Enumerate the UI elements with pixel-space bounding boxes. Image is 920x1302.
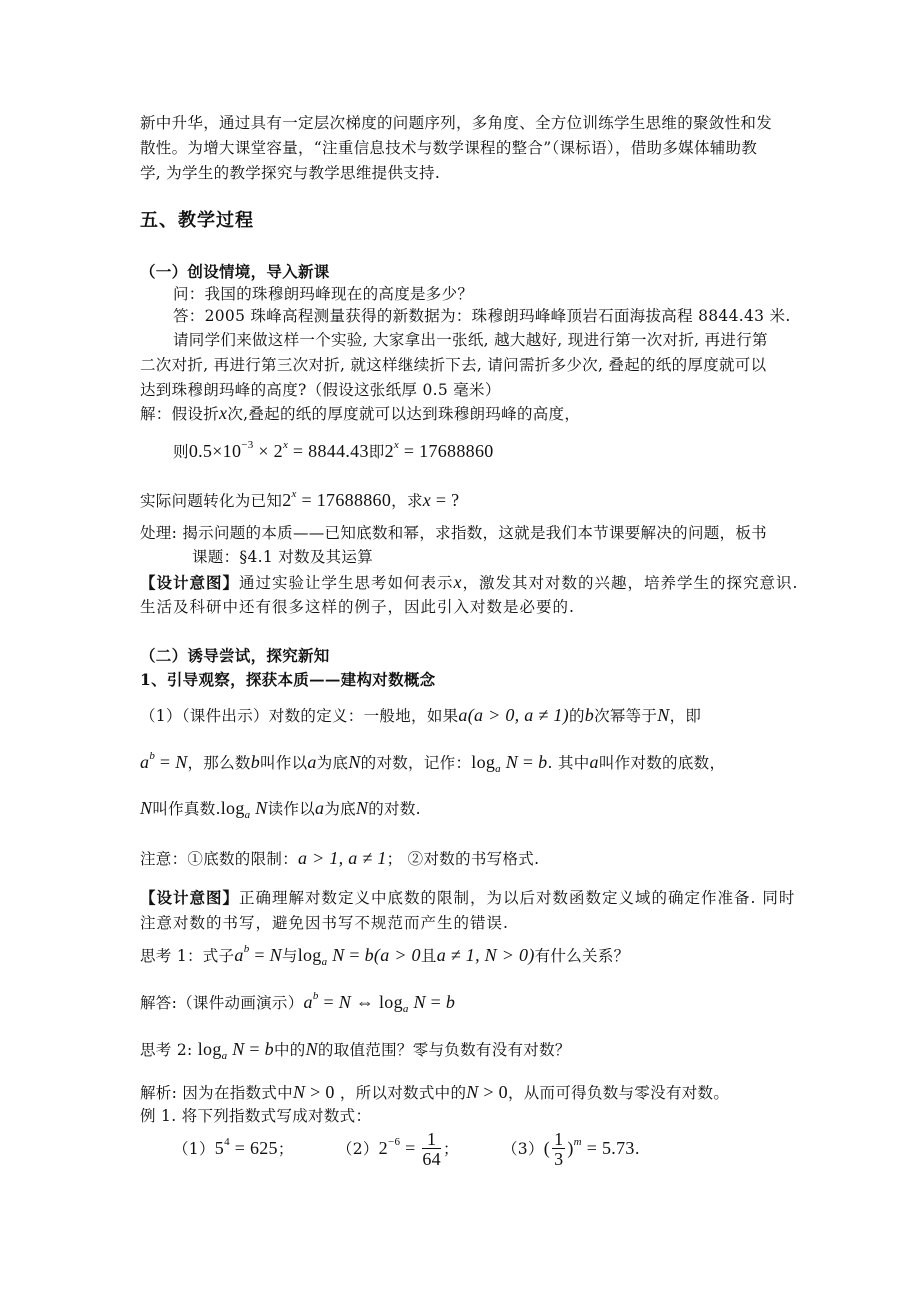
example-item-2: $(2)2^{-6}$ = $\frac{1}{64}$ ； — [336, 1129, 459, 1170]
solution-line: 解：假设折x次,叠起的纸的厚度就可以达到珠穆朗玛峰的高度， — [140, 403, 581, 423]
design-intent-2-line-2: 注意对数的书写，避免因书写不规范而产生的错误. — [140, 914, 509, 932]
design-intent-2: 【设计意图】正确理解对数定义中底数的限制，为以后对数函数定义域的确定作准备. 同时 — [140, 888, 796, 907]
question-line: 问：我国的珠穆朗玛峰现在的高度是多少？ — [173, 285, 474, 303]
intro-line-3: 学, 为学生的教学探究与教学思维提供支持. — [140, 164, 441, 182]
intro-line-2: 散性。为增大课堂容量，“注重信息技术与数学课程的整合”（课标语），借助多媒体辅助教 — [140, 139, 758, 157]
experiment-line-3: 达到珠穆朗玛峰的高度?（假设这张纸厚 0.5 毫米） — [140, 381, 501, 399]
example-item-1: $(1)5^4 = 625$； — [173, 1136, 294, 1158]
section-heading: 五、教学过程 — [140, 210, 254, 231]
handling-line-2: 课题：§4.1 对数及其运算 — [192, 548, 374, 566]
part1-heading: （一）创设情境，导入新课 — [140, 262, 330, 281]
think-2-line: 思考 2: $\log_a N = b$中的N的取值范围？零与负数有没有对数？ — [140, 1039, 571, 1062]
experiment-line-2: 二次对折, 再进行第三次对折, 就这样继续折下去, 请问需折多少次, 叠起的纸的厚度就可以 — [140, 356, 767, 374]
experiment-line-1: 请同学们来做这样一个实验, 大家拿出一张纸, 越大越好, 现进行第一次对折, 再进行第 — [173, 331, 768, 349]
conversion-line: 实际问题转化为已知$2^x = 17688860$，求x = ? — [140, 488, 460, 510]
definition-line-1: （1）（课件出示）对数的定义：一般地，如果a(a > 0, a ≠ 1)的b次幂等于N，即 — [140, 705, 702, 725]
handling-line-1: 处理: 揭示问题的本质——已知底数和幂，求指数，这就是我们本节课要解决的问题，板书 — [140, 524, 767, 542]
definition-line-3: N叫作真数$.\log_a$ N读作以a为底N的对数. — [140, 798, 421, 821]
design-intent-1: 【设计意图】通过实验让学生思考如何表示x，激发其对对数的兴趣，培养学生的探究意识. — [140, 572, 799, 592]
example-1-items — [173, 1128, 640, 1169]
example-item-3: （3）( $\frac{1}{3}$ )$^m$ = 5.73. — [502, 1129, 640, 1170]
definition-line-2: $a^b = N$，那么数b叫作以a为底N的对数，记作：$\log_a N = b$. 其中a叫作对数的底数， — [140, 750, 726, 775]
iff-symbol: ⇔ — [355, 992, 375, 1012]
example-1-heading: 例 1. 将下列指数式写成对数式： — [140, 1107, 372, 1125]
think-1-line: 思考 1：式子$a^b = N$与$\log_a N = b(a > 0$且a ≠ 1, N > 0)有什么关系？ — [140, 943, 630, 968]
answer-1-line: 解答:（课件动画演示）$a^b = N$ ⇔ $\log_a N = b$ — [140, 990, 456, 1015]
analysis-line: 解析: 因为在指数式中N > 0 ，所以对数式中的N > 0，从而可得负数与零没有对数。 — [140, 1082, 730, 1102]
design-intent-1-line-2: 生活及科研中还有很多这样的例子，因此引入对数是必要的. — [140, 598, 575, 616]
part2-heading: （二）诱导尝试，探究新知 — [140, 646, 330, 665]
answer-line: 答：2005 珠峰高程测量获得的新数据为：珠穆朗玛峰峰顶岩石面海拔高程 8844.43 米. — [173, 307, 791, 325]
equation-line: 则$0.5\times 10^{-3} \times 2^x = 8844.43$即$2^x = 17688860$ — [173, 439, 494, 461]
intro-line-1: 新中升华，通过具有一定层次梯度的问题序列，多角度、全方位训练学生思维的聚敛性和发 — [140, 114, 773, 132]
note-line: 注意：①底数的限制：a > 1, a ≠ 1； ②对数的书写格式. — [140, 848, 540, 868]
subheading-1: 1、引导观察，探获本质——建构对数概念 — [140, 670, 436, 689]
